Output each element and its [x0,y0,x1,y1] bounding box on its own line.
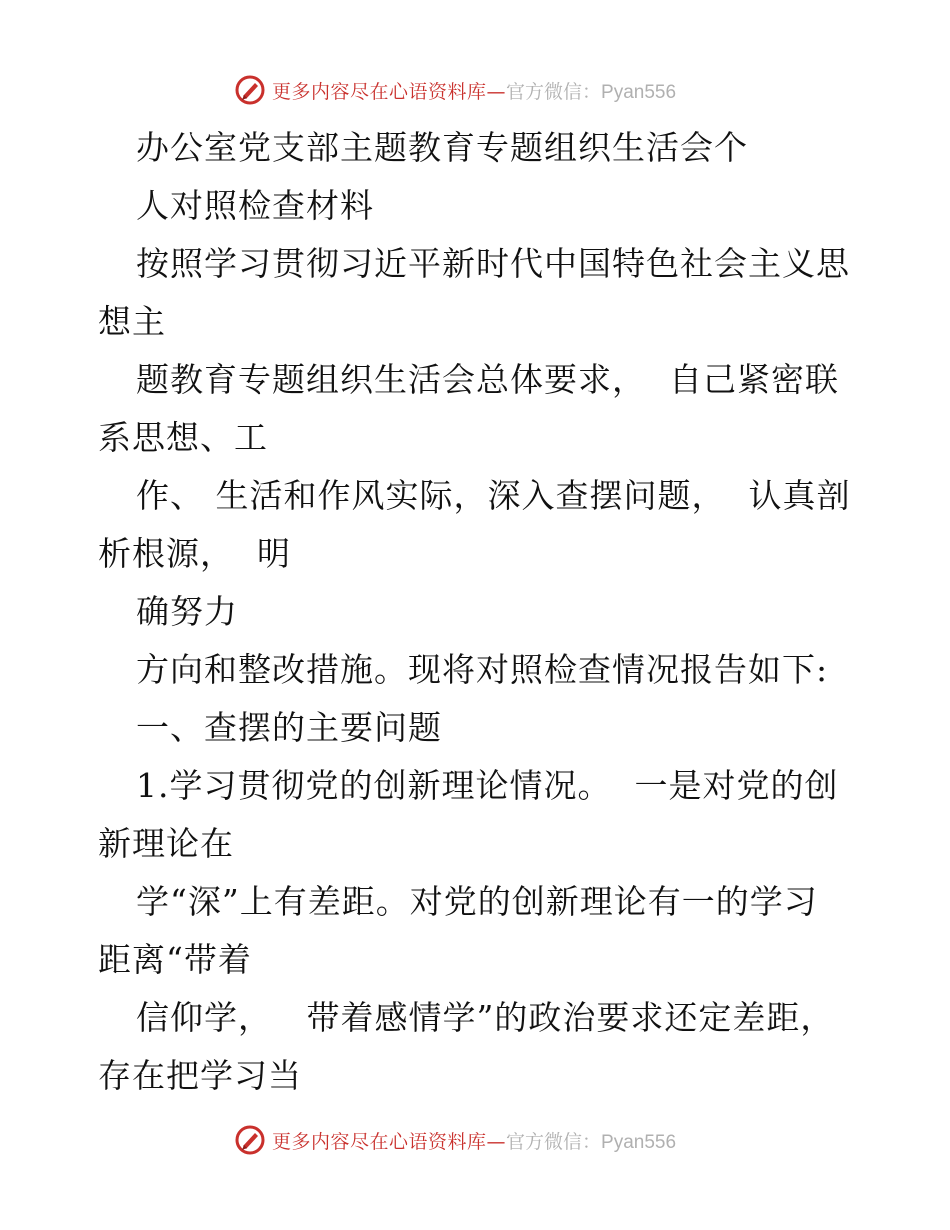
paragraph-line: 新理论在 [98,824,234,863]
paragraph-line: 信仰学， 带着感情学”的政治要求还定差距， [136,998,835,1037]
watermark-text: 更多内容尽在心语资料库— [272,80,507,103]
section-heading: 一、查摆的主要问题 [136,708,442,747]
paragraph-line: 想主 [98,302,166,341]
header-watermark [234,74,676,106]
paragraph-line: 学“深”上有差距。对党的创新理论有一的学习 [136,882,818,921]
paragraph-line: 距离“带着 [98,940,252,979]
paragraph-line: 系思想、工 [98,418,268,457]
paragraph-line: 确努力 [136,592,238,631]
footer-watermark [234,1124,676,1156]
paragraph-line: 作、 生活和作风实际，深入查摆问题， 认真剖 [136,476,851,515]
watermark-wechat: 官方微信：Pyan556 [506,81,677,103]
paragraph-line: 方向和整改措施。现将对照检查情况报告如下: [136,650,829,689]
watermark-wechat: 官方微信：Pyan556 [506,1131,677,1153]
paragraph-line: 析根源， 明 [98,534,291,573]
paragraph-line: 题教育专题组织生活会总体要求， 自己紧密联 [136,360,839,399]
watermark-text: 更多内容尽在心语资料库— [272,1130,507,1153]
doc-title-line-2: 人对照检查材料 [136,186,374,225]
paragraph-line: 按照学习贯彻习近平新时代中国特色社会主义思 [136,244,850,283]
paragraph-line: 存在把学习当 [98,1056,302,1095]
doc-title-line-1: 办公室党支部主题教育专题组织生活会个 [136,128,748,167]
brand-logo-icon [234,1124,266,1156]
paragraph-line: 1.学习贯彻党的创新理论情况。 一是对党的创 [136,766,839,805]
brand-logo-icon [234,74,266,106]
